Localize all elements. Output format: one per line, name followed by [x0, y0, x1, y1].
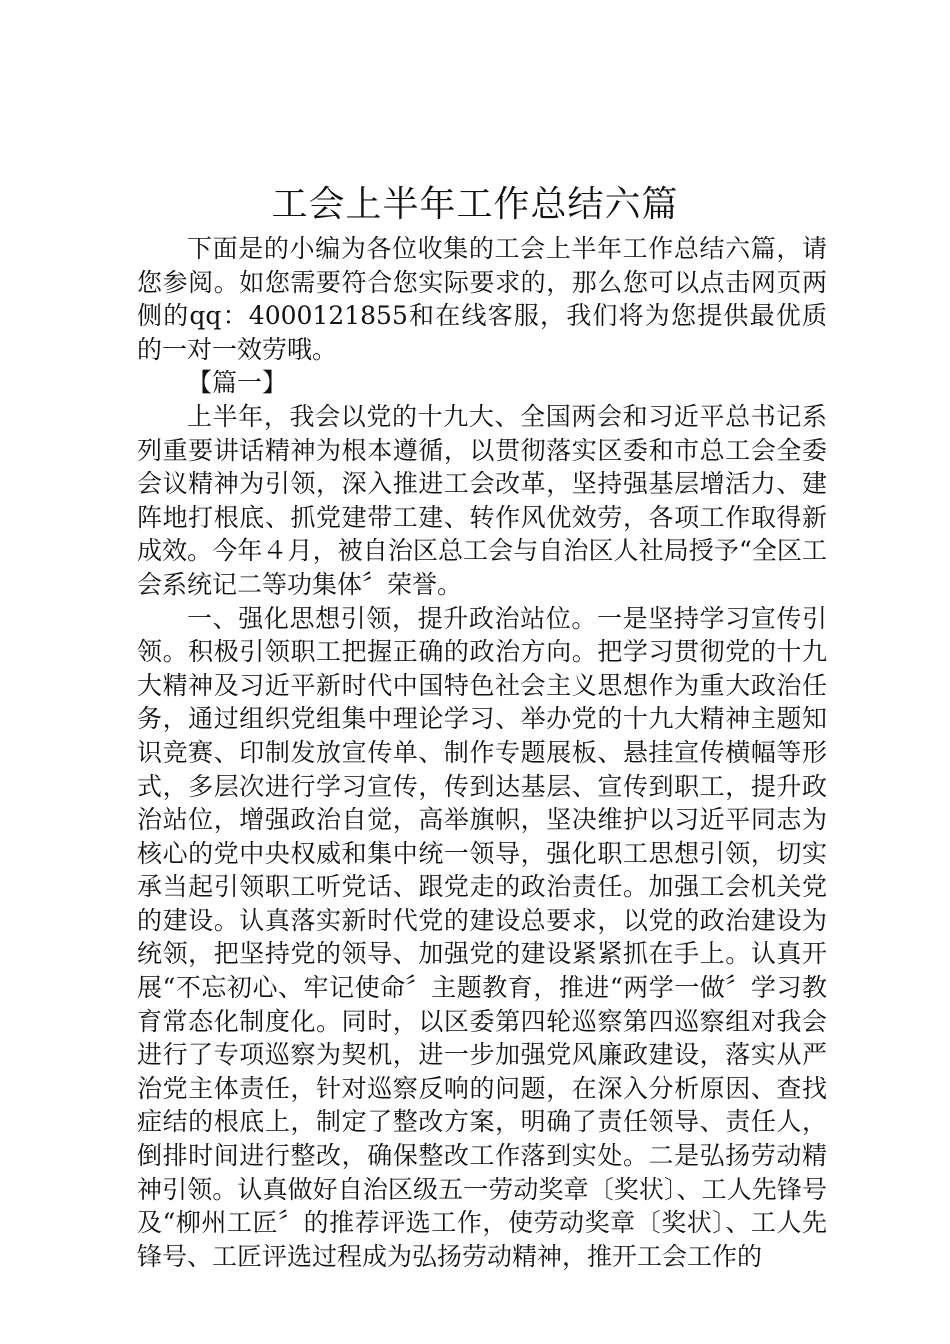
intro-paragraph: 下面是的小编为各位收集的工会上半年工作总结六篇，请您参阅。如您需要符合您实际要求的，那么您可以点击网页两侧的qq：4000121855和在线客服，我们将为您提供最优质的一对一效劳哦。	[137, 234, 827, 364]
body-paragraph: 一、强化思想引领，提升政治站位。一是坚持学习宣传引领。积极引领职工把握正确的政治方向。把学习贯彻党的十九大精神及习近平新时代中国特色社会主义思想作为重大政治任务，通过组织党组集中理论学习、举办党的十九大精神主题知识竞赛、印制发放宣传单、制作专题展板、悬挂宣传横幅等形式，多层次进行学习宣传，传到达基层、宣传到职工，提升政治站位，增强政治自觉，高举旗帜，坚决维护以习近平同志为核心的党中央权威和集中统一领导，强化职工思想引领，切实承当起引领职工听党话、跟党走的政治责任。加强工会机关党的建设。认真落实新时代党的建设总要求，以党的政治建设为统领，把坚持党的领导、加强党的建设紧紧抓在手上。认真开展“不忘初心、牢记使命〞主题教育，推进“两学一做〞学习教育常态化制度化。同时，以区委第四轮巡察第四巡察组对我会进行了专项巡察为契机，进一步加强党风廉政建设，落实从严治党主体责任，针对巡察反响的问题，在深入分析原因、查找症结的根底上，制定了整改方案，明确了责任领导、责任人，倒排时间进行整改，确保整改工作落到实处。二是弘扬劳动精神引领。认真做好自治区级五一劳动奖章〔奖状〕、工人先锋号及“柳州工匠〞的推荐评选工作，使劳动奖章〔奖状〕、工人先锋号、工匠评选过程成为弘扬劳动精神，推开工会工作的	[137, 603, 827, 1271]
document-body	[137, 232, 827, 1273]
section-heading: 【篇一】	[187, 368, 288, 398]
body-paragraph: 上半年，我会以党的十九大、全国两会和习近平总书记系列重要讲话精神为根本遵循，以贯彻落实区委和市总工会全委会议精神为引领，深入推进工会改革，坚持强基层增活力、建阵地打根底、抓党建带工建、转作风优效劳，各项工作取得新成效。今年４月，被自治区总工会与自治区人社局授予“全区工会系统记二等功集体〞荣誉。	[137, 401, 827, 599]
document-title: 工会上半年工作总结六篇	[271, 184, 679, 225]
